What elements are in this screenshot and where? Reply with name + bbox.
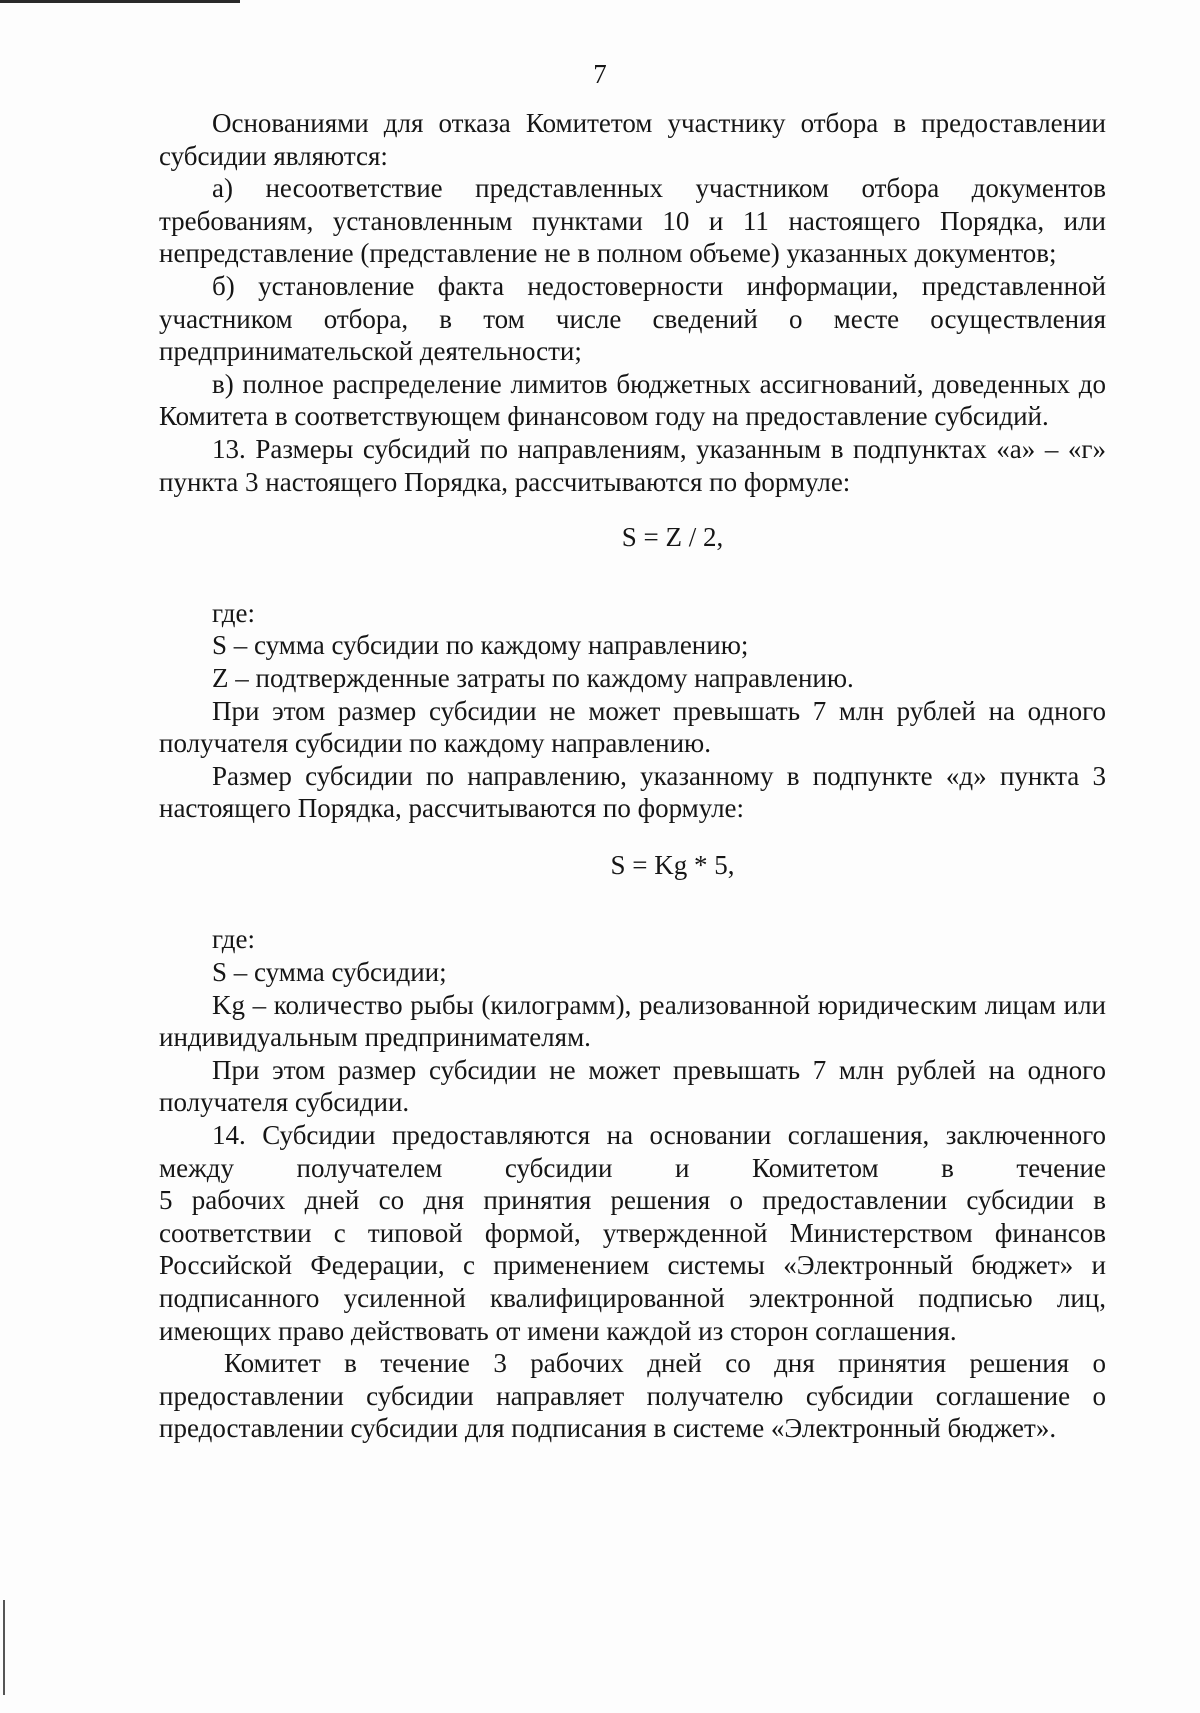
paragraph-13: 13. Размеры субсидий по направлениям, указанным в подпунктах «а» – «г» пункта 3 настоящего Порядка, рассчитываются по формуле: [159,433,1106,497]
definition-z: Z – подтвержденные затраты по каждому направлению. [212,662,854,693]
formula-s-equals-kg-times-5: S = Kg * 5, [610,849,735,880]
paragraph-limit-2: При этом размер субсидии не может превышать 7 млн рублей на одного получателя субсидии. [159,1054,1106,1118]
definition-s: S – сумма субсидии; [212,957,447,988]
paragraph-14-rest: 5 рабочих дней со дня принятия решения о предоставлении субсидии в соответствии с типовой формой, утвержденной Министерством финансов Российской Федерации, с применением системы «Электронный бюджет» и подписанного усиленной квалифицированной электронной подписью лиц, имеющих право действовать от имени каждой из сторон соглашения. [159,1185,1106,1346]
paragraph-item-d-size: Размер субсидии по направлению, указанному в подпункте «д» пункта 3 настоящего Порядка, рассчитываются по формуле: [159,760,1106,824]
paragraph-item-c: в) полное распределение лимитов бюджетных ассигнований, доведенных до Комитета в соответствующем финансовом году на предоставление субсидий. [159,368,1106,432]
where-label: где: [212,597,255,628]
where-label: где: [212,924,255,955]
paragraph-committee-agreement: Комитет в течение 3 рабочих дней со дня принятия решения о предоставлении субсидии направляет получателю субсидии соглашение о предоставлении субсидии для подписания в системе «Электронный бюджет». [159,1348,1106,1444]
paragraph-limit-1: При этом размер субсидии не может превышать 7 млн рублей на одного получателя субсидии по каждому направлению. [159,695,1106,759]
left-border-line [3,1600,5,1695]
paragraph-14-first-line: 14. Субсидии предоставляются на основании соглашения, заключенного между получателем субсидии и Комитетом в течение [159,1120,1106,1183]
top-border-line [0,0,240,3]
paragraph-item-a: а) несоответствие представленных участником отбора документов требованиям, установленным пунктами 10 и 11 настоящего Порядка, или непредставление (представление не в полном объеме) указанных документов; [159,173,1106,269]
document-body [159,107,1106,1445]
definition-kg: Kg – количество рыбы (килограмм), реализованной юридическим лицам или индивидуальным предпринимателям. [159,989,1106,1053]
definition-s: S – сумма субсидии по каждому направлению; [212,630,749,661]
paragraph-refusal-grounds: Основаниями для отказа Комитетом участнику отбора в предоставлении субсидии являются: [159,108,1106,171]
paragraph-item-b: б) установление факта недостоверности информации, представленной участником отбора, в том числе сведений о месте осуществления предпринимательской деятельности; [159,270,1106,367]
formula-s-equals-z-div-2: S = Z / 2, [621,522,724,553]
page-number: 7 [593,59,607,89]
